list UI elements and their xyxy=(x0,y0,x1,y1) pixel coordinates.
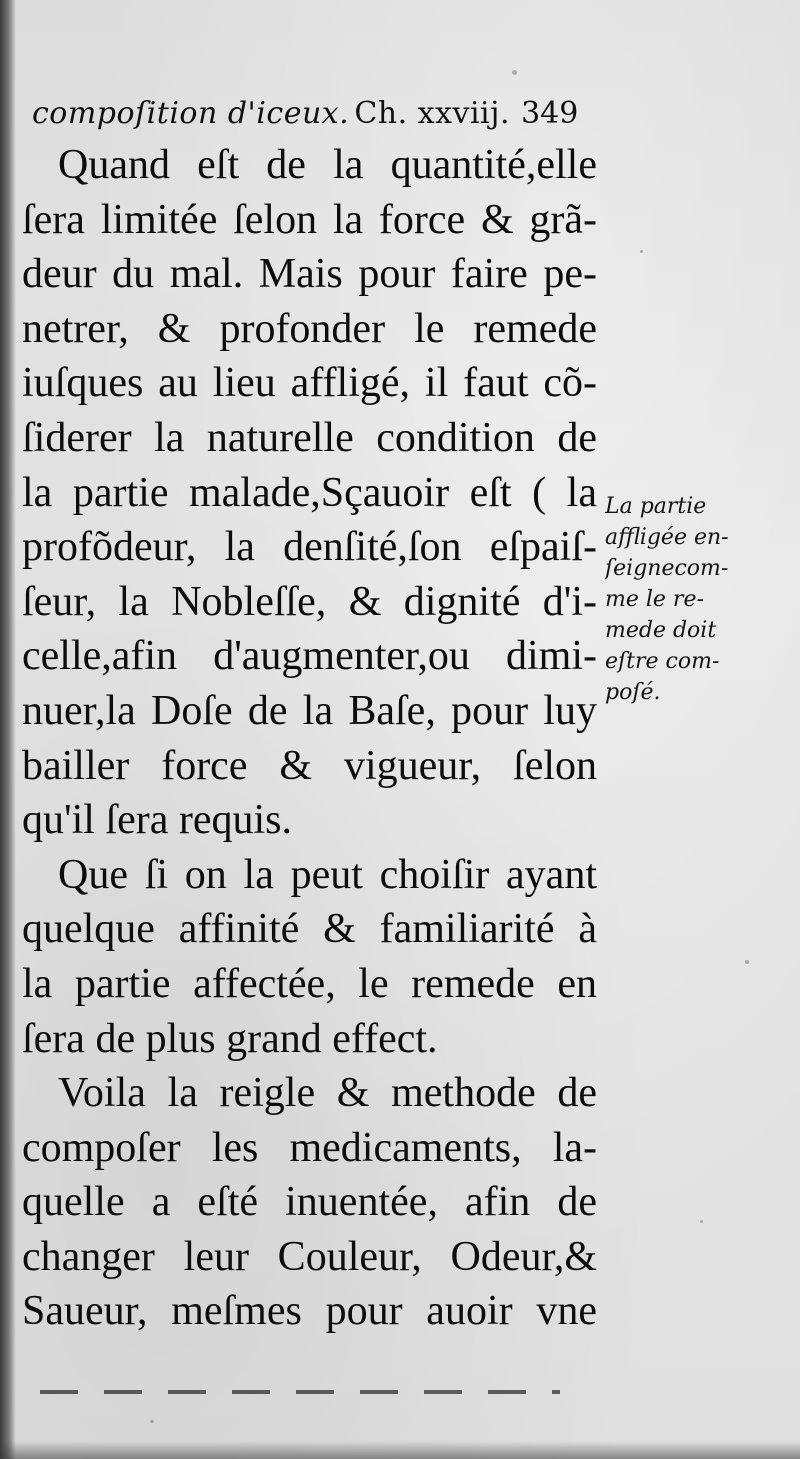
text-line: deur du mal. Mais pour faire pe- xyxy=(22,251,597,298)
paper-speck xyxy=(700,1220,703,1223)
margin-note-line: La partie xyxy=(605,494,707,519)
margin-note-line: mede doit xyxy=(605,618,717,643)
text-line: qu'il ſera requis. xyxy=(22,797,292,844)
paper-speck xyxy=(640,250,643,253)
paper-speck xyxy=(512,70,517,75)
paper-speck xyxy=(150,1420,154,1423)
text-line: profõdeur, la denſité,ſon eſpaiſ- xyxy=(22,524,597,571)
text-line: iuſques au lieu affligé, il faut cõ- xyxy=(22,360,597,407)
page-bottom-shadow xyxy=(0,1441,800,1459)
text-line: la partie malade,Sçauoir eſt ( la xyxy=(22,469,597,516)
page-number: 349 xyxy=(521,96,579,131)
text-line: ſeur, la Nobleſſe, & dignité d'i- xyxy=(22,578,597,625)
main-text-block xyxy=(22,138,597,1339)
text-line: ſera de plus grand effect. xyxy=(22,1015,438,1062)
text-line: Quand eſt de la quantité,elle xyxy=(58,142,597,188)
margin-note-line: me le re- xyxy=(605,587,704,612)
text-line: Saueur, meſmes pour auoir vne xyxy=(22,1288,597,1335)
cropped-next-line-fragments xyxy=(40,1390,560,1394)
text-line: changer leur Couleur, Odeur,& xyxy=(22,1233,597,1280)
text-line: ſera limitée ſelon la force & grã- xyxy=(22,196,597,243)
margin-note-line: eſtre com- xyxy=(605,649,720,674)
running-title: compoſition d'iceux. xyxy=(32,96,350,131)
text-line: bailler force & vigueur, ſelon xyxy=(22,742,597,789)
text-line: Voila la reigle & methode de xyxy=(58,1070,597,1117)
margin-note-line: ſeignecom- xyxy=(605,556,729,581)
text-line: netrer, & profonder le remede xyxy=(22,305,597,352)
running-header xyxy=(32,96,592,142)
text-line: celle,afin d'augmenter,ou dimi- xyxy=(22,633,597,680)
text-line: nuer,la Doſe de la Baſe, pour luy xyxy=(22,687,597,734)
margin-note-line: affligée en- xyxy=(605,525,729,550)
text-line: quelle a eſté inuentée, afin de xyxy=(22,1179,597,1226)
margin-note-line: poſé. xyxy=(605,680,661,705)
chapter-number: Ch. xxviij. xyxy=(354,96,510,131)
text-line: Que ſi on la peut choiſir ayant xyxy=(58,851,597,898)
text-line: ſiderer la naturelle condition de xyxy=(22,414,597,461)
paper-speck xyxy=(745,960,749,964)
text-line: quelque affinité & familiarité à xyxy=(22,906,597,953)
marginal-note xyxy=(605,491,795,708)
page-gutter-shadow xyxy=(0,0,16,1459)
text-line: la partie affectée, le remede en xyxy=(22,960,597,1007)
text-line: compoſer les medicaments, la- xyxy=(22,1124,597,1171)
